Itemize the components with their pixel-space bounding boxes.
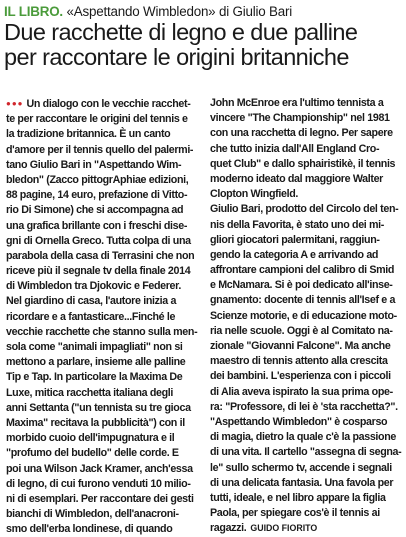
article-line (6, 143, 202, 158)
article-line (210, 521, 406, 536)
article-line (6, 355, 202, 370)
article-line (6, 416, 202, 431)
article-line-text: di Alia aveva ispirato la sua prima ope- (210, 385, 393, 398)
article-line-text: anni Settanta ("un tennista su tre gioca (6, 401, 191, 414)
article-line (6, 158, 202, 173)
article-line (210, 111, 406, 126)
article-line (210, 187, 406, 202)
article-line-text: Un dialogo con le vecchie racchet- (26, 98, 191, 110)
article-line-text: con una racchetta di legno. Per sapere (210, 127, 393, 140)
article-line-text: maestro di tennis attento alla crescita (210, 355, 388, 368)
article-line-text: morbido cuoio dell'impugnatura e il (6, 432, 175, 445)
article-line-text: Scienze motorie, e di educazione moto- (210, 309, 397, 322)
article-line-text: una grafica brillante con i freschi dise- (6, 219, 188, 232)
article-line-text: di magia, dietro la quale c'è la passione (210, 431, 396, 444)
kicker (4, 4, 404, 19)
article-line (210, 126, 406, 141)
article-line-text: smo dell'erba londinese, di quando (6, 523, 173, 536)
article-line (6, 446, 202, 461)
article-line-text: 88 pagine, 14 euro, prefazione di Vitto- (6, 189, 188, 202)
article-line (210, 157, 406, 172)
article-line (210, 430, 406, 445)
article-line-text: gendo la categoria A e arrivando ad (210, 248, 379, 261)
article-line-text: "Aspettando Wimbledon" è cosparso (210, 415, 388, 428)
article-line (6, 401, 202, 416)
article-line (6, 325, 202, 340)
article-line-text: zionale "Giovanni Falcone". Ma anche (210, 340, 391, 352)
article-line-text: bianchi di Wimbledon, dell'anacroni- (6, 508, 179, 521)
article-line (210, 354, 406, 369)
author-byline: GUIDO FIORITO (250, 523, 318, 534)
article-line-text: vincere "The Championship" nel 1981 (210, 112, 390, 125)
article-line (210, 506, 406, 521)
article-line-text: Maxima" recitava la pubblicità") con il (6, 416, 185, 429)
article-line (6, 219, 202, 234)
article-line-text: Nel giardino di casa, l'autore inizia a (6, 295, 177, 308)
article-line (210, 96, 406, 111)
article-line-text: gni di Ornella Greco. Tutta colpa di una (6, 234, 191, 247)
article-line (210, 293, 406, 308)
article-line-text: di legno, di cui furono venduti 10 milio- (6, 477, 191, 490)
article-line (210, 339, 406, 354)
article-line (6, 370, 202, 385)
article-line (6, 492, 202, 507)
article-line (6, 112, 202, 127)
article-line-text: quet Club" e dallo sphairistikè, il tennis (210, 157, 396, 170)
article-line (6, 264, 202, 279)
article-column-1 (6, 96, 202, 537)
article-line (6, 234, 202, 249)
article-line (6, 507, 202, 522)
article-line-text: Luxe, mitica racchetta italiana degli (6, 386, 174, 399)
article-line (210, 385, 406, 400)
section-tag: IL LIBRO. (4, 4, 63, 19)
article-line (210, 278, 406, 293)
article-line (6, 127, 202, 142)
article-line (6, 249, 202, 264)
article-line-text: gliori giocatori palermitani, raggiun- (210, 233, 380, 246)
article-line-text: ra: "Professore, di lei è 'sta racchetta?". (210, 400, 398, 413)
article-line-text: di una vita. Il cartello "assegna di segna- (210, 446, 402, 459)
article-line-text: bledon" (Zacco pittogrAphiae edizioni, (6, 173, 189, 186)
article-line (210, 476, 406, 491)
article-line-text: moderno ideato dal maggiore Walter (210, 172, 383, 185)
article-line (210, 324, 406, 339)
article-line (6, 96, 202, 112)
article-line-text: nis della Favorita, è stato uno dei mi- (210, 218, 385, 231)
article-line-text: vecchie racchette che stanno sulla men- (6, 325, 198, 338)
article-line-text: Tip e Tap. In particolare la Maxima De (6, 371, 183, 384)
article-line-text: ricordare e a fantasticare...Finché le (6, 310, 176, 323)
article-line-text: rio Di Simone) che si accompagna ad (6, 204, 184, 217)
article-line (210, 415, 406, 430)
article-line (6, 386, 202, 401)
article-line-text: mettono a parlare, insieme alle palline (6, 356, 186, 369)
article-line (210, 461, 406, 476)
article-line-text: che tutto inizia dall'All England Cro- (210, 142, 380, 155)
article-line (6, 173, 202, 188)
article-line-text: te per raccontare le origini del tennis e (6, 113, 188, 126)
article-line (210, 218, 406, 233)
article-line (210, 172, 406, 187)
article-line (6, 203, 202, 218)
article-line (210, 400, 406, 415)
article-line-text: la tradizione britannica. È un canto (6, 128, 171, 141)
bullet-dots-icon: ●●● (6, 99, 24, 108)
article-line-text: poi una Wilson Jack Kramer, anch'essa (6, 462, 193, 475)
article-line (6, 188, 202, 203)
article-line-text: tutti, ideale, e nel libro appare la figlia (210, 491, 386, 504)
article-line (210, 491, 406, 506)
article-line-text: Paola, per spiegare cos'è il tennis ai (210, 507, 380, 520)
article-line-text: le" sullo schermo tv, accende i segnali (210, 461, 392, 474)
article-line (6, 340, 202, 355)
article-line-text: "profumo del budello" delle corde. E (6, 447, 179, 460)
kicker-subtitle: «Aspettando Wimbledon» di Giulio Bari (62, 4, 293, 19)
article-line (6, 431, 202, 446)
article-line-text: di Wimbledon tra Djokovic e Federer. (6, 280, 181, 293)
article-line (210, 309, 406, 324)
article-line-text: Clopton Wingfield. (210, 188, 298, 201)
article-line (6, 279, 202, 294)
article-line-text: di una delicata fantasia. Una favola per (210, 476, 394, 489)
article-line-text: affrontare campioni del calibro di Smid (210, 264, 395, 277)
article-line-text: ni di esemplari. Per raccontare dei gesti (6, 492, 194, 505)
article-line (210, 248, 406, 263)
article-line (210, 369, 406, 384)
article-line-text: dei bambini. L'esperienza con i piccoli (210, 370, 391, 383)
article-line-text: parabola della casa di Terrasini che non (6, 249, 195, 262)
article-line-text: riceve più il segnale tv della finale 2014 (6, 265, 191, 278)
article-line (6, 522, 202, 537)
article-line (6, 310, 202, 325)
headline (4, 20, 406, 70)
article-line-text: d'amore per il tennis quello del palermi- (6, 143, 194, 156)
headline-line: per raccontare le origini britanniche (4, 44, 349, 70)
article-line (210, 445, 406, 460)
article-line-text: e McNamara. Si è poi dedicato all'inse- (210, 279, 393, 292)
article-line (210, 142, 406, 157)
article-line-text: ria nelle scuole. Oggi è al Comitato na- (210, 324, 393, 337)
article-line (210, 202, 406, 217)
article-line-text: tano Giulio Bari in "Aspettando Wim- (6, 158, 182, 171)
article-column-2 (210, 96, 406, 536)
article-line-text: ragazzi. (210, 522, 247, 535)
article-line-text: sola come "animali impagliati" non si (6, 341, 183, 353)
headline-line: Due racchette di legno e due palline (4, 19, 358, 45)
article-line (6, 294, 202, 309)
article-line-text: Giulio Bari, prodotto del Circolo del ten- (210, 203, 399, 216)
article-line (210, 263, 406, 278)
article-line-text: John McEnroe era l'ultimo tennista a (210, 97, 384, 109)
article-line (6, 477, 202, 492)
article-line-text: gnamento: docente di tennis all'Isef e a (210, 294, 396, 307)
article-line (6, 462, 202, 477)
article-line (210, 233, 406, 248)
